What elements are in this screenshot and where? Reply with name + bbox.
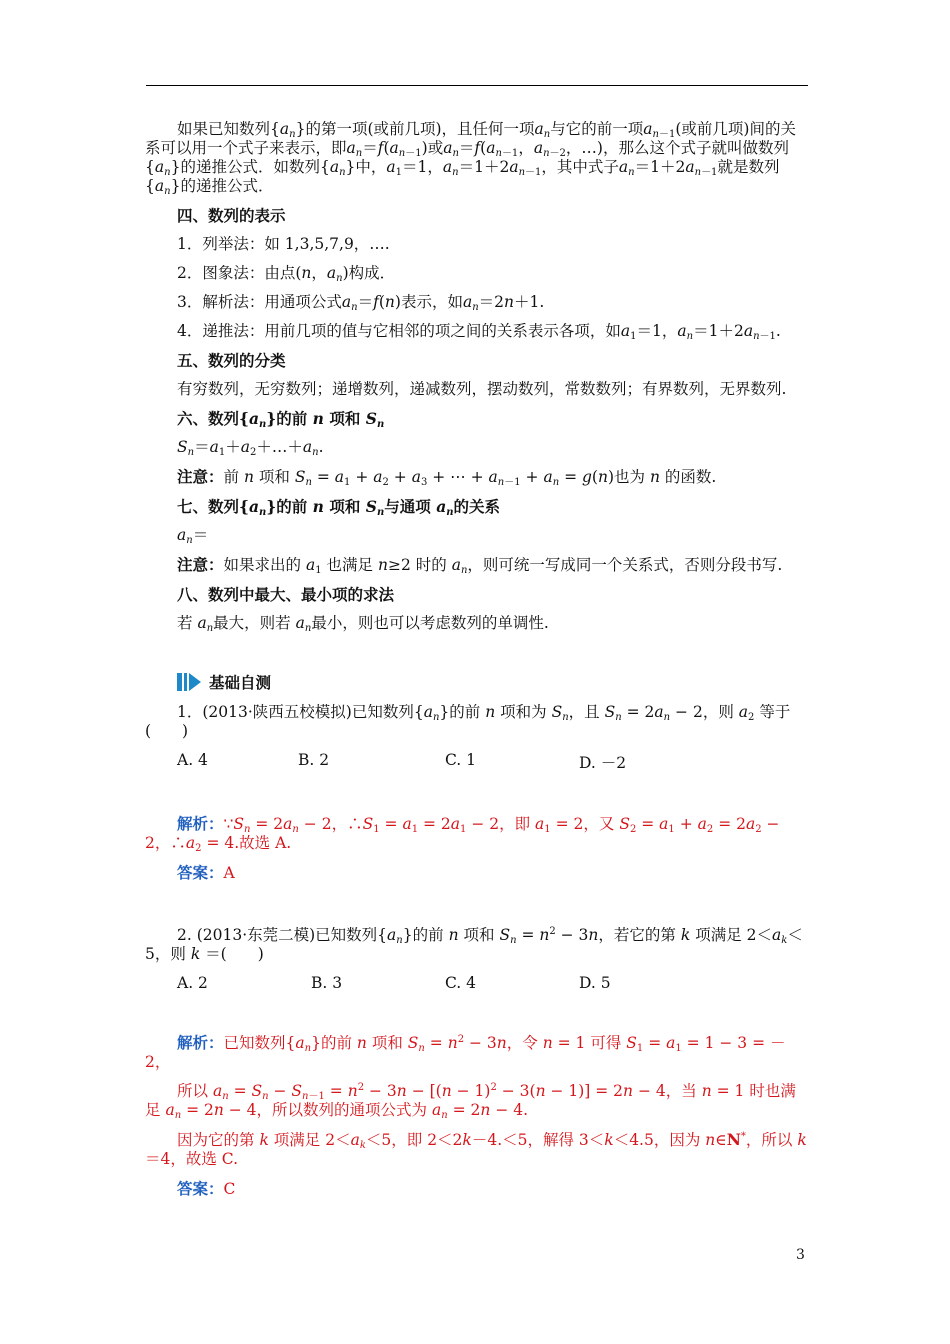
list-item: 3．解析法：用通项公式$a_n=f(n)$表示，如$a_n=2n+1$. [177,293,545,313]
question-2-analysis-line-2: 所以 $a_n = S_n - S_{n-1} = n^2 - 3n - [(n - 1)^2 - 3(n - 1)] = 2n - 4$，当 n = 1 时也满足 $a_n = 2n - 4$，所以数列的通项公式为 $a_n = 2n - 4$. [145,1082,796,1121]
question-2-stem: 2. (2013·东莞二模)已知数列$\{a_n\}$的前 n 项和 $S_n = n^2 - 3n$，若它的第 k 项满足 $2<a_k<5$，则 k ＝( ) [145,926,803,963]
section-8-text: 若 $a_n$最大，则若 $a_n$最小，则也可以考虑数列的单调性. [177,614,549,634]
question-2-analysis-line-1: 解析：已知数列$\{a_n\}$的前 n 项和 $S_n = n^2 - 3n$，令 n = 1 可得 $S_1 = a_1 = 1 - 3 = -2$， [145,1033,786,1071]
page-number: 3 [796,1247,805,1263]
section-5-heading: 五、数列的分类 [177,351,286,370]
section-6-note: 注意：前 n 项和 $S_n = a_1 + a_2 + a_3$ + ⋯ + $a_{n-1} + a_n = g(n)$也为 n 的函数. [177,467,717,488]
option-b: B. 2 [298,751,330,769]
option-a: A. 4 [177,751,208,769]
question-1-answer: 答案：A [177,863,235,882]
section-7-heading: 七、数列$\{a_n\}$的前 n 项和 $S_n$与通项 $a_n$的关系 [177,497,501,518]
recursive-definition-paragraph: 如果已知数列$\{a_n\}$的第一项(或前几项)，且任何一项$a_n$与它的前一项$a_{n-1}$(或前几项)间的关系可以用一个式子来表示，即$a_n=f(a_{n-1})$或$a_n=f(a_{n-1}$，$a_{n-2}$，…)，那么这个式子就叫做数列$\{a_n\}$的递推公式．如数列$\{a_n\}$中，$a_1=1$，$a_n=1+2a_{n-1}$，其中式子$a_n=1+2a_{n-1}$就是数列$\{a_n\}$的递推公式． [145,120,796,197]
option-c: C. 4 [445,974,477,992]
question-1-analysis: 解析：$\because S_n = 2a_n - 2$，$\therefore S_1 = a_1 = 2a_1 - 2$，即 $a_1 = 2$，又 $S_2 = a_1 + a_2 = 2a_2 - 2$，$\therefore a_2 = 4$.故选 A. [145,814,780,854]
section-7-note: 注意：如果求出的 $a_1$ 也满足 n≥2 时的 $a_n$，则可统一写成同一个关系式，否则分段书写. [177,555,783,576]
header-rule [146,85,808,86]
option-a: A. 2 [177,974,208,992]
play-bars-icon [177,672,203,692]
an-piecewise: $a_n=$ [177,526,209,546]
option-d: D. －2 [579,754,627,772]
option-c: C. 1 [445,751,477,769]
option-b: B. 3 [311,974,343,992]
option-d: D. 5 [579,974,611,992]
section-6-heading: 六、数列$\{a_n\}$的前 n 项和 $S_n$ [177,409,385,430]
list-item: 2．图象法：由点(n，$a_n$)构成． [177,264,396,284]
section-8-heading: 八、数列中最大、最小项的求法 [177,585,395,604]
question-1-stem: 1．(2013·陕西五校模拟)已知数列$\{a_n\}$的前 n 项和为 $S_n$，且 $S_n = 2a_n - 2$，则 $a_2$ 等于( ) [145,703,791,740]
question-2-answer: 答案：C [177,1179,236,1198]
section-4-heading: 四、数列的表示 [177,206,286,225]
question-1-options [145,751,809,773]
section-5-text: 有穷数列，无穷数列；递增数列，递减数列，摆动数列，常数数列；有界数列，无界数列. [177,380,787,398]
sum-formula: $S_n=a_1+a_2+\dots+a_n$. [177,438,324,458]
question-2-options [145,974,809,992]
question-2-analysis-line-3: 因为它的第 k 项满足 $2<a_k<5$，即 2＜2k－4.＜5，解得 3＜k＜4.5，因为 n∈N*，所以 k ＝4，故选 C. [145,1130,807,1168]
self-test-title: 基础自测 [145,671,809,693]
document-body [145,120,809,1199]
list-item: 1．列举法：如 1,3,5,7,9，…. [177,235,390,253]
list-item: 4．递推法：用前几项的值与它相邻的项之间的关系表示各项，如$a_1=1$，$a_n=1+2a_{n-1}$. [177,322,781,342]
